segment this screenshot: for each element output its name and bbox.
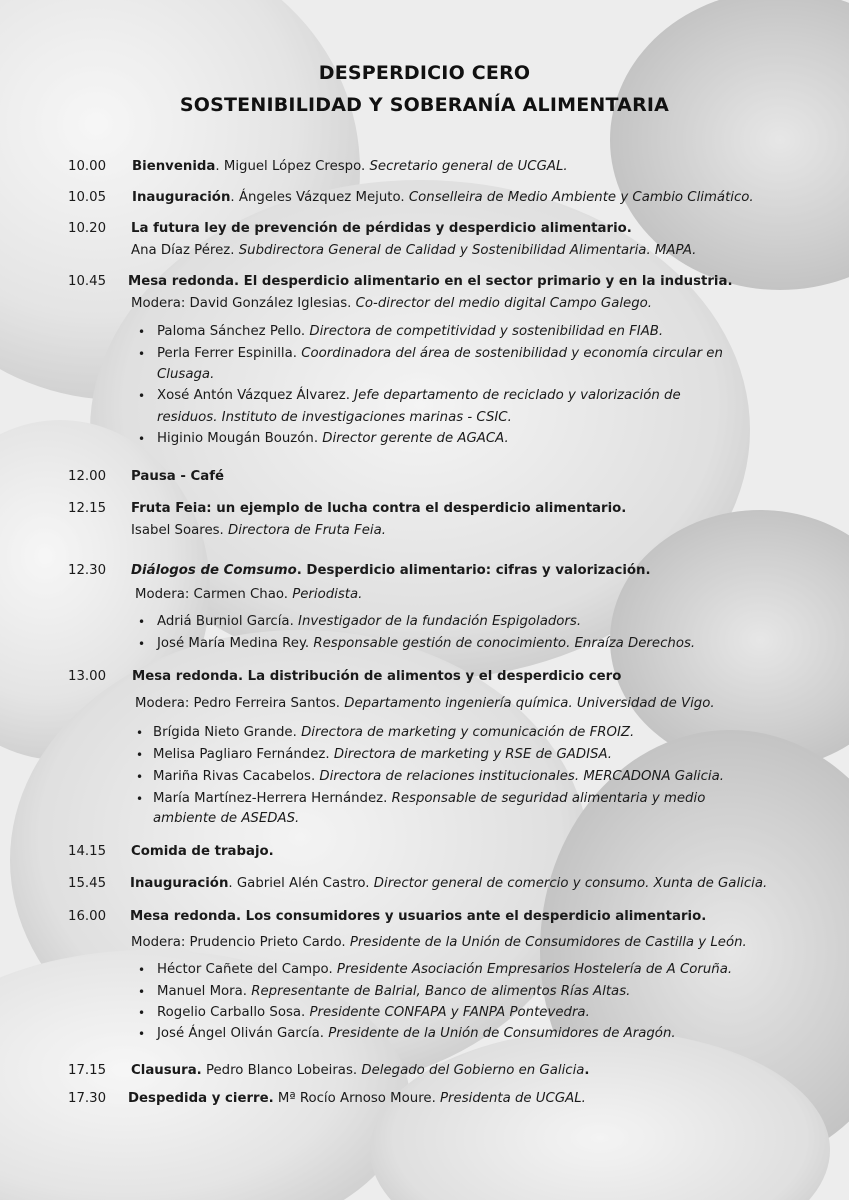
bullet-icon: • bbox=[138, 615, 146, 629]
session-text: Inauguración. Gabriel Alén Castro. Director general de comercio y consumo. Xunta de Galicia. bbox=[130, 876, 768, 891]
bullet-icon: • bbox=[138, 389, 146, 403]
session-time: 16.00 bbox=[68, 909, 107, 924]
session-title: Diálogos de Comsumo. Desperdicio alimentario: cifras y valorización. bbox=[131, 563, 651, 578]
session-title: Comida de trabajo. bbox=[131, 844, 274, 859]
program-document: DESPERDICIO CERO SOSTENIBILIDAD Y SOBERANÍA ALIMENTARIA 10.00 Bienvenida. Miguel López Crespo. Secretario general de UCGAL. 10.05 Inauguración. Ángeles Vázquez Mejuto. Conselleira de Medio Ambiente y Cambio Climático. 10.20 La futura ley de prevención de pérdidas y desperdicio alimentario. Ana Díaz Pérez. Subdirectora General de Calidad y Sostenibilidad Alimentaria. MAPA. 10.45 Mesa redonda. El desperdicio alimentario en el sector primario y en la industria. Modera: David González Iglesias. Co-director del medio digital Campo Galego. • Paloma Sánchez Pello. Directora de competitividad y sostenibilidad en FIAB. • Perla Ferrer Espinilla. Coordinadora del área de sostenibilidad y economía circular en Clusaga. • Xosé Antón Vázquez Álvarez. Jefe departamento de reciclado y valorización de residuos. Instituto de investigaciones marinas - CSIC. • Higinio Mougán Bouzón. Director gerente de AGACA. 12.00 Pausa - Café 12.15 Fruta Feia: un ejemplo de lucha contra el desperdicio alimentario. Isabel Soares. Directora de Fruta Feia. 12.30 Diálogos de Comsumo. Desperdicio alimentario: cifras y valorización. Modera: Carmen Chao. Periodista. • Adriá Burniol García. Investigador de la fundación Espigoladors. • José María Medina Rey. Responsable gestión de conocimiento. Enraíza Derechos. 13.00 Mesa redonda. La distribución de alimentos y el desperdicio cero Modera: Pedro Ferreira Santos. Departamento ingeniería química. Universidad de Vigo. • Brígida Nieto Grande. Directora de marketing y comunicación de FROIZ. • Melisa Pagliaro Fernández. Directora de marketing y RSE de GADISA. • Mariña Rivas Cacabelos. Directora de relaciones institucionales. MERCADONA Galicia. • María Martínez-Herrera Hernández. Responsable de seguridad alimentaria y medio ambiente de ASEDAS. 14.15 Comida de trabajo. 15.45 Inauguración. Gabriel Alén Castro. Director general de comercio y consumo. Xunta de Galicia. 16.00 Mesa redonda. Los consumidores y usuarios ante el desperdicio alimentario. Modera: Prudencio Prieto Cardo. Presidente de la Unión de Consumidores de Castilla y León. • Héctor Cañete del Campo. Presidente Asociación Empresarios Hostelería de A Coruña. • Manuel Mora. Representante de Balrial, Banco de alimentos Rías Altas. • Rogelio Carballo Sosa. Presidente CONFAPA y FANPA Pontevedra. • José Ángel Oliván García. Presidente de la Unión de Consumidores de Aragón. 17.15 Clausura. Pedro Blanco Lobeiras. Delegado del Gobierno en Galicia. 17.30 Despedida y cierre. Mª Rocío Arnoso Moure. Presidenta de UCGAL. bbox=[0, 0, 849, 1200]
session-title: La futura ley de prevención de pérdidas y desperdicio alimentario. bbox=[131, 221, 632, 236]
bullet-icon: • bbox=[138, 637, 146, 651]
session-time: 17.15 bbox=[68, 1063, 107, 1078]
session-title: Mesa redonda. La distribución de alimentos y el desperdicio cero bbox=[132, 669, 622, 684]
bullet-icon: • bbox=[136, 748, 144, 762]
bullet-icon: • bbox=[138, 432, 146, 446]
session-time: 10.05 bbox=[68, 190, 107, 205]
session-text: Bienvenida. Miguel López Crespo. Secretario general de UCGAL. bbox=[132, 159, 568, 174]
document-title-line1: DESPERDICIO CERO bbox=[318, 62, 531, 84]
session-time: 17.30 bbox=[68, 1091, 107, 1106]
session-title: Pausa - Café bbox=[131, 469, 225, 484]
session-time: 12.15 bbox=[68, 501, 107, 516]
bullet-icon: • bbox=[136, 792, 144, 806]
bullet-icon: • bbox=[136, 726, 144, 740]
bullet-icon: • bbox=[138, 985, 146, 999]
session-time: 10.20 bbox=[68, 221, 107, 236]
session-title: Mesa redonda. Los consumidores y usuarios ante el desperdicio alimentario. bbox=[130, 909, 707, 924]
bullet-icon: • bbox=[136, 770, 144, 784]
session-time: 14.15 bbox=[68, 844, 107, 859]
bullet-icon: • bbox=[138, 1006, 146, 1020]
session-text: Clausura. Pedro Blanco Lobeiras. Delegado del Gobierno en Galicia. bbox=[131, 1063, 590, 1078]
session-text: Inauguración. Ángeles Vázquez Mejuto. Conselleira de Medio Ambiente y Cambio Climático. bbox=[132, 190, 754, 205]
bullet-icon: • bbox=[138, 325, 146, 339]
session-time: 15.45 bbox=[68, 876, 107, 891]
session-title: Mesa redonda. El desperdicio alimentario en el sector primario y en la industria. bbox=[128, 274, 733, 289]
session-title: Fruta Feia: un ejemplo de lucha contra el desperdicio alimentario. bbox=[131, 501, 627, 516]
document-title-line2: SOSTENIBILIDAD Y SOBERANÍA ALIMENTARIA bbox=[179, 94, 670, 116]
bullet-icon: • bbox=[138, 347, 146, 361]
session-text: Despedida y cierre. Mª Rocío Arnoso Moure. Presidenta de UCGAL. bbox=[128, 1091, 586, 1106]
session-time: 10.45 bbox=[68, 274, 107, 289]
session-time: 12.00 bbox=[68, 469, 107, 484]
session-time: 12.30 bbox=[68, 563, 107, 578]
bullet-icon: • bbox=[138, 1027, 146, 1041]
bullet-icon: • bbox=[138, 963, 146, 977]
session-time: 10.00 bbox=[68, 159, 107, 174]
session-time: 13.00 bbox=[68, 669, 107, 684]
